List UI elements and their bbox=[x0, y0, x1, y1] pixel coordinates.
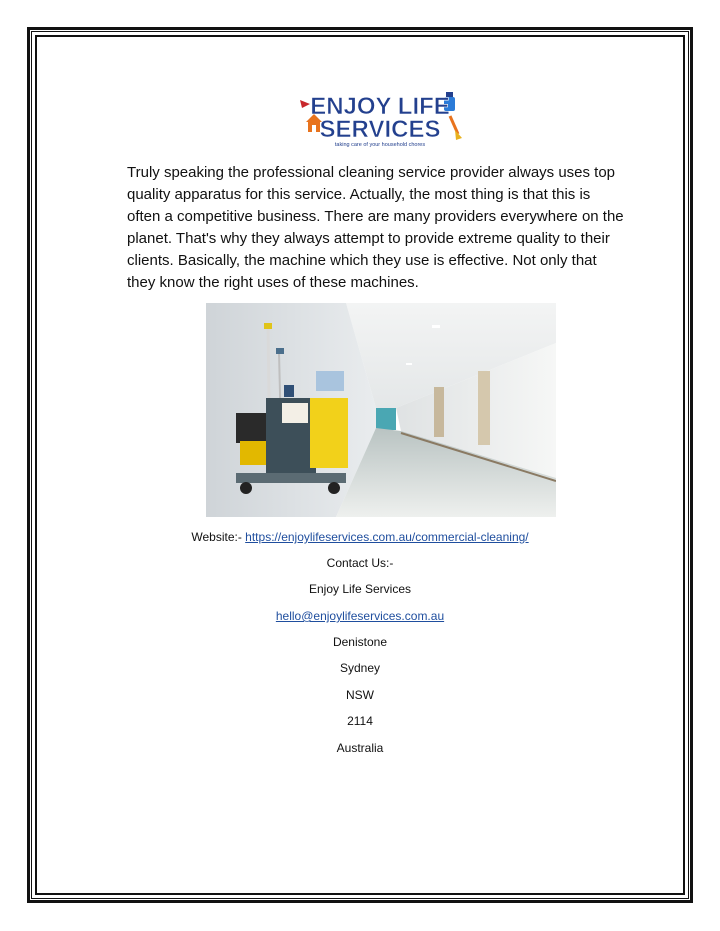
hallway-illustration bbox=[206, 303, 556, 517]
cleaning-cart-photo bbox=[206, 303, 556, 517]
postcode: 2114 bbox=[347, 714, 373, 728]
company-name: Enjoy Life Services bbox=[308, 582, 412, 596]
paragraph-line: clients. Basically, the machine which they use is effective. Not only that bbox=[127, 252, 597, 269]
logo-tagline: taking care of your household chores bbox=[334, 142, 426, 148]
state: NSW bbox=[346, 688, 374, 702]
paragraph-line: planet. That's why they always attempt to provide extreme quality to their bbox=[127, 230, 610, 247]
contact-heading: Contact Us:- bbox=[326, 556, 394, 570]
paragraph-line: often a competitive business. There are many providers everywhere on the bbox=[127, 208, 624, 225]
website-label: Website:- bbox=[191, 530, 246, 544]
city: Sydney bbox=[339, 661, 381, 675]
logo-line2: SERVICES bbox=[319, 116, 441, 143]
paragraph-line: quality apparatus for this service. Actually, the most thing is that this is bbox=[127, 186, 591, 203]
paragraph-line: Truly speaking the professional cleaning service provider always uses top bbox=[127, 164, 616, 181]
email-line bbox=[0, 608, 720, 624]
paragraph-line: they know the right uses of these machines. bbox=[127, 274, 419, 291]
logo-line1: ENJOY LIFE bbox=[310, 93, 450, 120]
body-paragraph bbox=[127, 162, 647, 294]
website-link[interactable]: https://enjoylifeservices.com.au/commercial-cleaning/ bbox=[245, 530, 529, 544]
email-link[interactable]: hello@enjoylifeservices.com.au bbox=[275, 609, 445, 623]
logo-wing-icon bbox=[300, 100, 310, 108]
suburb: Denistone bbox=[332, 635, 388, 649]
website-line bbox=[0, 529, 720, 545]
brush-icon bbox=[450, 116, 462, 140]
enjoy-life-services-logo bbox=[296, 86, 464, 150]
country: Australia bbox=[336, 741, 384, 755]
